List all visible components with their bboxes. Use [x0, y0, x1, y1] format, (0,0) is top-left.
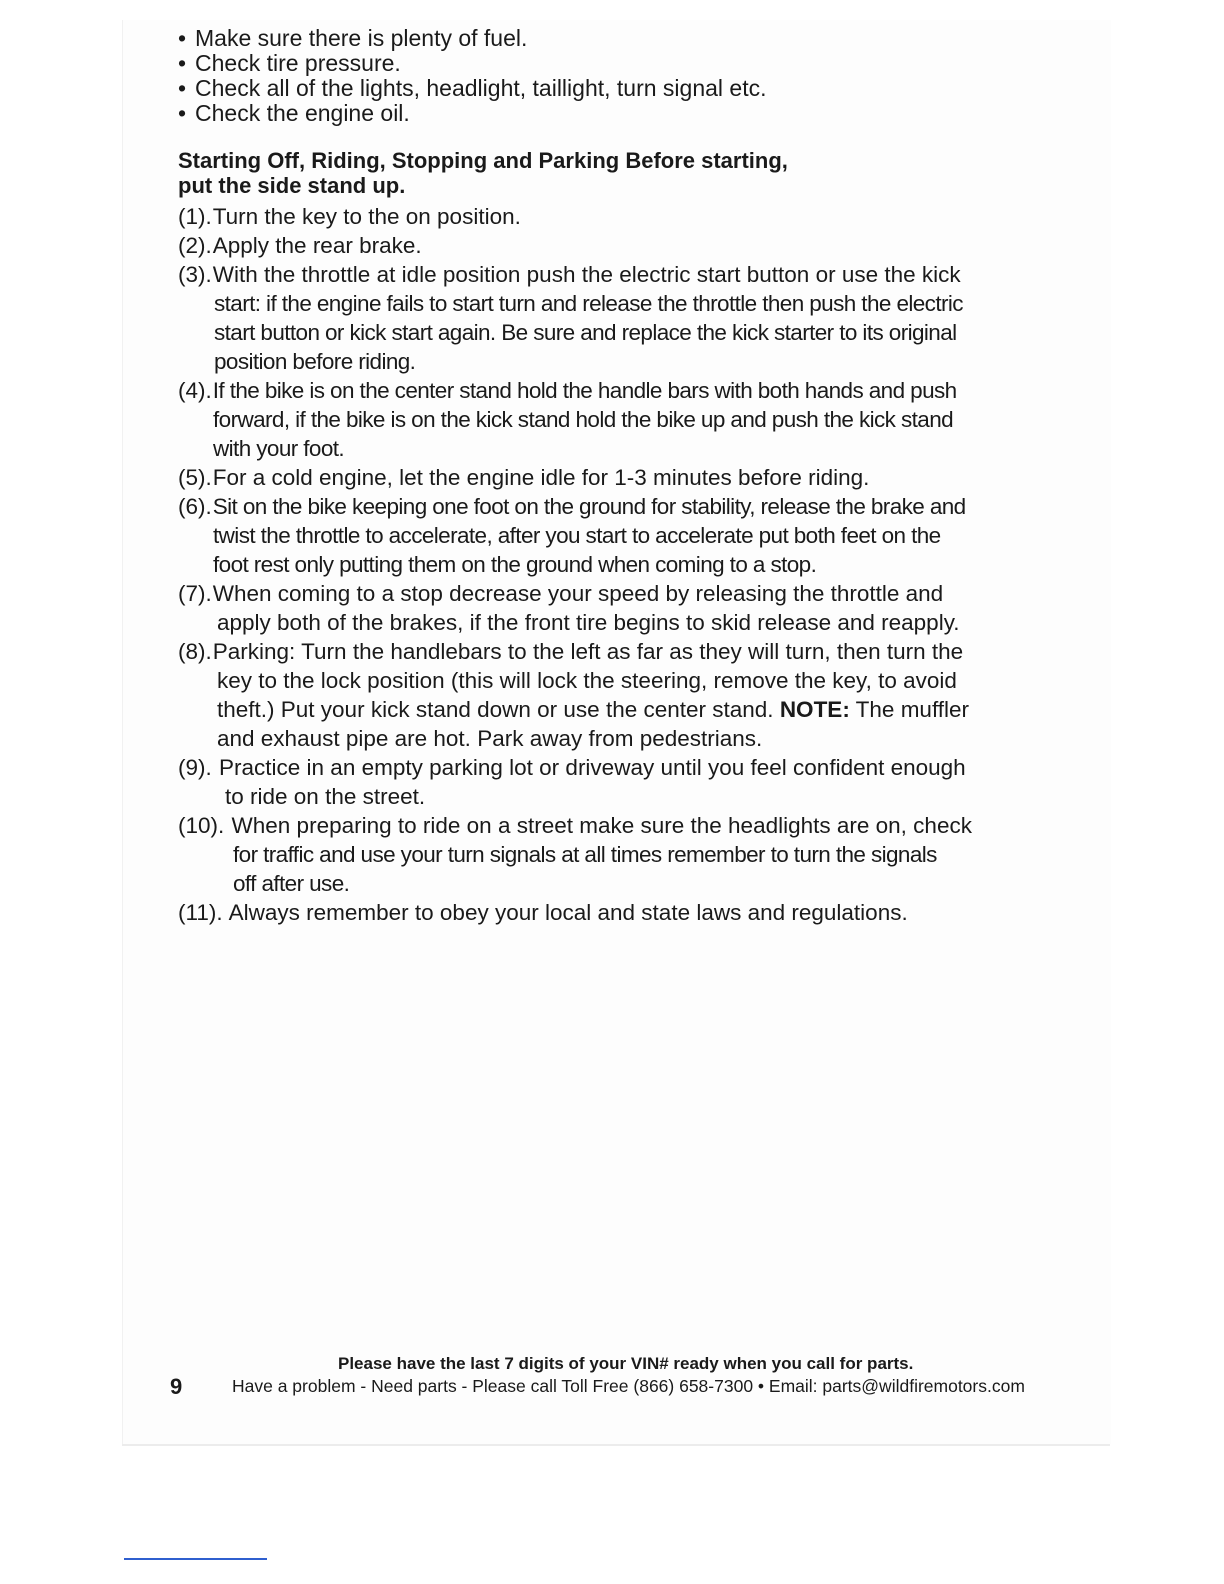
checklist-item: • Check the engine oil. — [178, 100, 410, 126]
riding-steps-list — [178, 202, 1088, 927]
step-item: (8).Parking: Turn the handlebars to the left as far as they will turn, then turn the key to the lock position (this will lock the steering, remove the key, to avoid theft.) Put your kick stand down or use the center stand. NOTE: The muffler and exhaust pipe are hot. Park away from pedestrians. — [178, 639, 970, 751]
bullet-icon: • — [178, 75, 187, 101]
page-number: 9 — [170, 1374, 183, 1399]
step-item: (2).Apply the rear brake. — [178, 233, 422, 258]
checklist-item: • Check tire pressure. — [178, 50, 401, 76]
step-item: (11). Always remember to obey your local and state laws and regulations. — [178, 900, 908, 925]
bullet-icon: • — [178, 25, 187, 51]
checklist-item: • Make sure there is plenty of fuel. — [178, 25, 528, 51]
note-label: NOTE: — [779, 697, 850, 722]
step-item: (7).When coming to a stop decrease your speed by releasing the throttle and apply both of the brakes, if the front tire begins to skid release and reapply. — [178, 581, 960, 635]
step-item: (9). Practice in an empty parking lot or driveway until you feel confident enough to ride on the street. — [178, 755, 966, 809]
step-item: (4).If the bike is on the center stand hold the handle bars with both hands and push forward, if the bike is on the kick stand hold the bike up and push the kick stand with your foot. — [178, 378, 957, 461]
section-heading: Starting Off, Riding, Stopping and Parking Before starting, put the side stand up. — [178, 148, 788, 198]
step-item: (1).Turn the key to the on position. — [178, 204, 521, 229]
footer-contact-line: Have a problem - Need parts - Please call Toll Free (866) 658-7300 • Email: parts@wildfiremotors.com — [232, 1376, 1025, 1396]
checklist-item: • Check all of the lights, headlight, taillight, turn signal etc. — [178, 75, 767, 101]
pre-ride-checklist — [178, 26, 1088, 126]
step-item: (6).Sit on the bike keeping one foot on the ground for stability, release the brake and twist the throttle to accelerate, after you start to accelerate put both feet on the foot rest only putting them on the ground when coming to a stop. — [178, 494, 966, 577]
step-item: (5).For a cold engine, let the engine idle for 1-3 minutes before riding. — [178, 465, 870, 490]
step-item: (3).With the throttle at idle position push the electric start button or use the kick start: if the engine fails to start turn and release the throttle then push the electric start button or kick start again. Be sure and replace the kick starter to its original position before riding. — [178, 262, 963, 374]
page-content — [178, 26, 1088, 927]
bullet-icon: • — [178, 100, 187, 126]
page-bottom-edge — [122, 1444, 1110, 1446]
step-item: (10). When preparing to ride on a street make sure the headlights are on, check for traffic and use your turn signals at all times remember to turn the signals off after use. — [178, 813, 972, 896]
scan-artifact-line — [124, 1558, 267, 1560]
bullet-icon: • — [178, 50, 187, 76]
footer-vin-notice: Please have the last 7 digits of your VIN# ready when you call for parts. — [338, 1354, 914, 1373]
